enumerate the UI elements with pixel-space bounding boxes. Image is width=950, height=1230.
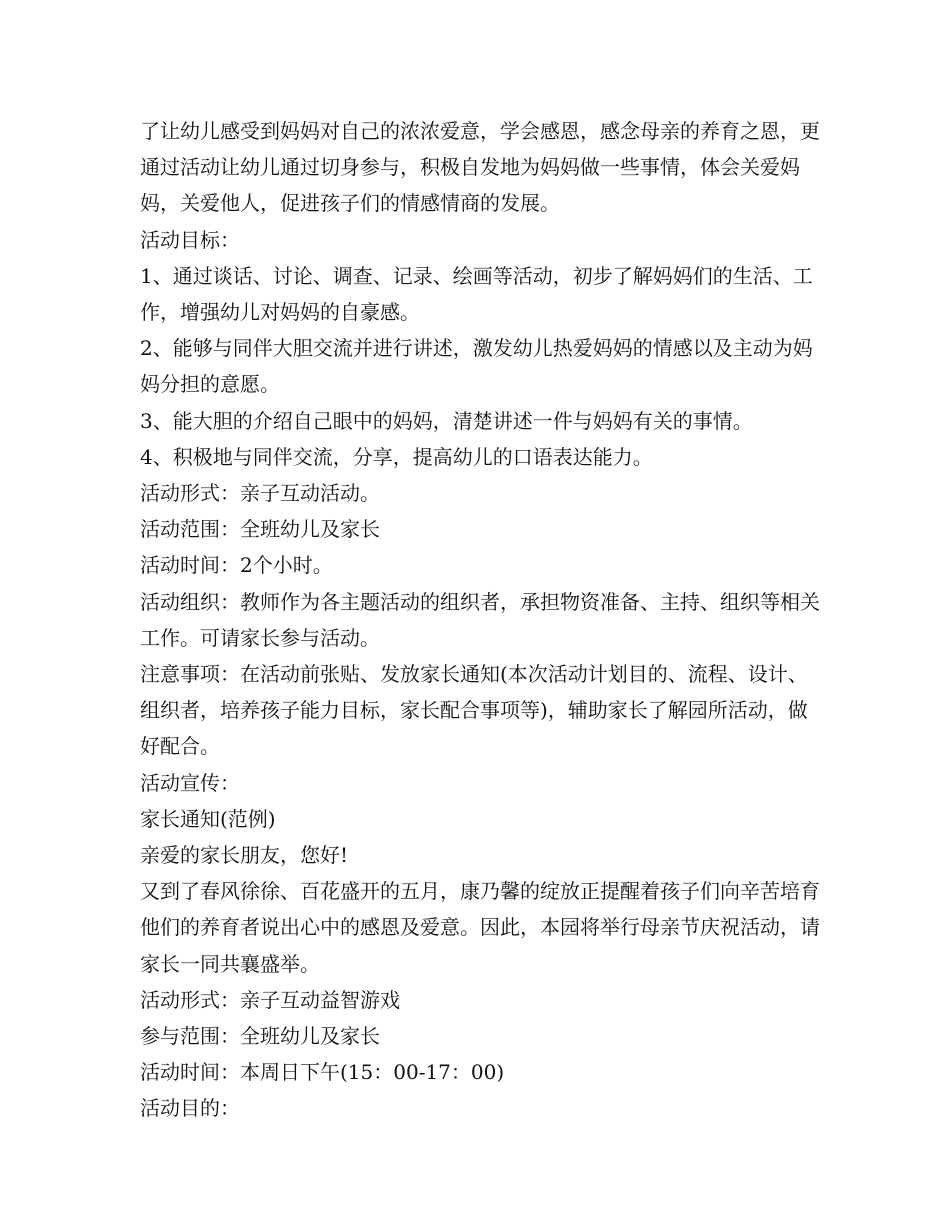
activity-scope: 活动范围：全班幼儿及家长 xyxy=(140,517,380,542)
document-body xyxy=(140,113,820,1127)
notice-title: 家长通知(范例) xyxy=(140,806,276,831)
notice-scope: 参与范围：全班幼儿及家长 xyxy=(140,1024,380,1049)
goal-item: 1、通过谈话、讨论、调查、记录、绘画等活动，初步了解妈妈们的生活、工作，增强幼儿对妈妈的自豪感。 xyxy=(140,263,813,325)
activity-organization: 活动组织：教师作为各主题活动的组织者，承担物资准备、主持、组织等相关工作。可请家长参与活动。 xyxy=(140,589,820,650)
goal-item: 2、能够与同伴大胆交流并进行讲述，激发幼儿热爱妈妈的情感以及主动为妈妈分担的意愿。 xyxy=(140,336,813,397)
notes: 注意事项：在活动前张贴、发放家长通知(本次活动计划目的、流程、设计、组织者，培养孩子能力目标，家长配合事项等)，辅助家长了解园所活动，做好配合。 xyxy=(140,662,808,759)
notice-body: 又到了春风徐徐、百花盛开的五月，康乃馨的绽放正提醒着孩子们向辛苦培育他们的养育者说出心中的感恩及爱意。因此，本园将举行母亲节庆祝活动，请家长一同共襄盛举。 xyxy=(140,879,820,976)
notice-purpose: 活动目的： xyxy=(140,1096,240,1121)
section-heading-promotion: 活动宣传： xyxy=(140,770,240,795)
goal-item: 3、能大胆的介绍自己眼中的妈妈，清楚讲述一件与妈妈有关的事情。 xyxy=(140,408,753,433)
notice-time: 活动时间：本周日下午(15：00-17：00) xyxy=(140,1060,505,1085)
notice-activity-form: 活动形式：亲子互动益智游戏 xyxy=(140,987,400,1012)
section-heading-goals: 活动目标： xyxy=(140,227,240,252)
body-paragraph: 了让幼儿感受到妈妈对自己的浓浓爱意，学会感恩，感念母亲的养育之恩，更通过活动让幼儿通过切身参与，积极自发地为妈妈做一些事情，体会关爱妈妈，关爱他人，促进孩子们的情感情商的发展。 xyxy=(140,119,820,216)
activity-time: 活动时间：2个小时。 xyxy=(140,553,333,578)
activity-form: 活动形式：亲子互动活动。 xyxy=(140,481,380,506)
notice-greeting: 亲爱的家长朋友，您好! xyxy=(140,843,349,868)
goal-item: 4、积极地与同伴交流，分享，提高幼儿的口语表达能力。 xyxy=(140,444,653,469)
